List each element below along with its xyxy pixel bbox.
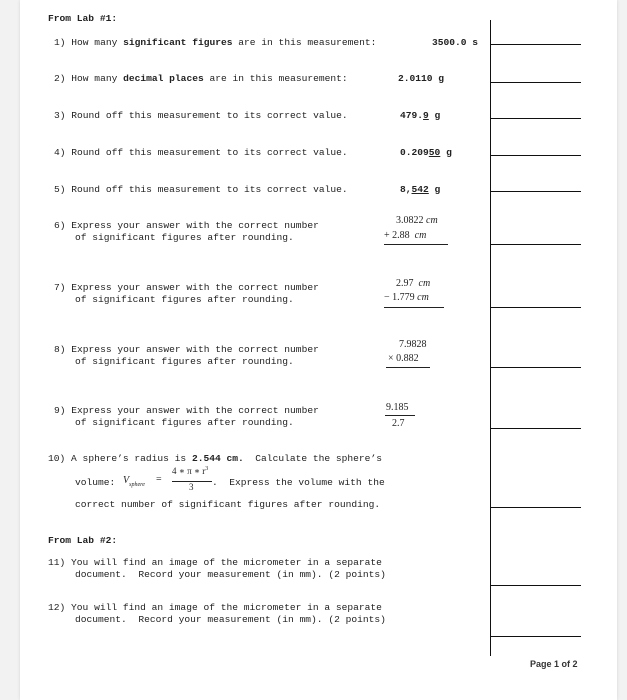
q9-denominator: 2.7 — [392, 418, 405, 429]
q10-v: V — [123, 475, 130, 486]
q8-text-line2: of significant figures after rounding. — [75, 356, 294, 367]
q3-text: Round off this measurement to its correct value. — [71, 110, 348, 121]
answer-line-7[interactable] — [490, 307, 581, 308]
answer-line-3[interactable] — [490, 118, 581, 119]
answer-line-8[interactable] — [490, 367, 581, 368]
question-7 — [54, 282, 319, 294]
q6-text-line1: Express your answer with the correct number — [71, 220, 319, 231]
q7-top-unit: cm — [418, 278, 431, 289]
answer-line-6[interactable] — [490, 244, 581, 245]
q7-top-value: 2.97 — [396, 278, 414, 289]
q10-line3: correct number of significant figures after rounding. — [75, 499, 381, 510]
q3-value-underlined: 9 — [423, 110, 429, 121]
q8-number: 8) — [54, 344, 66, 355]
q7-top-operand — [396, 278, 430, 289]
q5-text: Round off this measurement to its correct value. — [71, 184, 348, 195]
q6-top-unit: cm — [426, 215, 438, 226]
question-1 — [54, 37, 376, 49]
q1-text-post: are in this measurement: — [232, 37, 377, 48]
question-4 — [54, 147, 348, 159]
q1-number: 1) — [54, 37, 66, 48]
q9-text-line2: of significant figures after rounding. — [75, 417, 294, 428]
q1-text-pre: How many — [71, 37, 124, 48]
q6-top-operand — [396, 215, 438, 226]
q3-value — [400, 110, 440, 122]
q11-line1: You will find an image of the micrometer in a separate — [71, 557, 382, 568]
page-number: Page 1 of 2 — [530, 659, 578, 669]
q9-number: 9) — [54, 405, 66, 416]
answer-line-9[interactable] — [490, 428, 581, 429]
answer-line-1[interactable] — [490, 44, 581, 45]
answer-line-4[interactable] — [490, 155, 581, 156]
q4-value-pre: 0.209 — [400, 147, 429, 158]
q6-text-line2: of significant figures after rounding. — [75, 232, 294, 243]
q8-bottom-value: 0.882 — [396, 353, 419, 364]
q6-bottom-unit: cm — [414, 230, 427, 241]
q10-formula-exponent: 3 — [205, 466, 209, 472]
q7-bottom-unit: cm — [417, 292, 429, 303]
q9-text-line1: Express your answer with the correct number — [71, 405, 319, 416]
q10-line1-pre: A sphere’s radius is — [71, 453, 192, 464]
answer-line-11[interactable] — [490, 585, 581, 586]
answer-line-10[interactable] — [490, 507, 581, 508]
q7-difference-rule — [384, 307, 444, 308]
question-5 — [54, 184, 348, 196]
q10-formula-num-text: 4 ∗ π ∗ r — [172, 466, 206, 476]
q10-formula-numerator — [172, 466, 208, 477]
answer-line-5[interactable] — [490, 191, 581, 192]
q6-operator: + — [384, 230, 390, 241]
q7-bottom-value: 1.779 — [392, 292, 415, 303]
q1-text-bold: significant figures — [123, 37, 233, 48]
q4-value-unit: g — [440, 147, 452, 158]
q10-v-subscript: sphere — [129, 482, 145, 488]
q5-number: 5) — [54, 184, 66, 195]
q8-bottom-operand — [388, 353, 419, 364]
q4-value-underlined: 50 — [428, 147, 441, 158]
q5-value-pre: 8, — [400, 184, 412, 195]
q7-operator: − — [384, 292, 390, 303]
q10-number: 10) — [48, 453, 66, 464]
q2-value: 2.0110 g — [398, 73, 445, 84]
q9-numerator: 9.185 — [386, 402, 409, 413]
q8-text-line1: Express your answer with the correct number — [71, 344, 319, 355]
q8-product-rule — [386, 367, 430, 368]
q5-value — [400, 184, 440, 196]
q2-text-bold: decimal places — [123, 73, 204, 84]
question-10 — [48, 453, 382, 465]
q5-value-unit: g — [428, 184, 441, 195]
q12-number: 12) — [48, 602, 66, 613]
q4-value — [400, 147, 452, 159]
worksheet-page — [20, 0, 617, 700]
q11-number: 11) — [48, 557, 66, 568]
q7-text-line1: Express your answer with the correct number — [71, 282, 319, 293]
q12-line2: document. Record your measurement (in mm). (2 points) — [75, 614, 386, 625]
q2-text-post: are in this measurement: — [203, 73, 348, 84]
q7-number: 7) — [54, 282, 66, 293]
answer-line-2[interactable] — [490, 82, 581, 83]
q2-text-pre: How many — [71, 73, 124, 84]
question-6 — [54, 220, 319, 232]
answer-line-12[interactable] — [490, 636, 581, 637]
q8-operator: × — [388, 353, 394, 364]
q11-line2: document. Record your measurement (in mm). (2 points) — [75, 569, 386, 580]
question-12 — [48, 602, 382, 614]
q3-number: 3) — [54, 110, 66, 121]
question-2 — [54, 73, 348, 85]
q5-value-underlined: 542 — [411, 184, 429, 195]
question-11 — [48, 557, 382, 569]
q10-formula-denominator: 3 — [189, 482, 194, 492]
q10-line1-post: Calculate the sphere’s — [243, 453, 382, 464]
q6-number: 6) — [54, 220, 66, 231]
q4-text: Round off this measurement to its correct value. — [71, 147, 348, 158]
q2-number: 2) — [54, 73, 66, 84]
q10-radius: 2.544 cm. — [191, 453, 244, 464]
q10-line2-post: . Express the volume with the — [212, 477, 385, 488]
q3-value-unit: g — [428, 110, 441, 121]
lab2-heading: From Lab #2: — [48, 535, 118, 546]
q6-sum-rule — [384, 244, 448, 245]
q10-volume-label: volume: — [75, 477, 116, 488]
q9-fraction-bar — [385, 415, 415, 416]
q10-equals: = — [156, 474, 162, 485]
question-3 — [54, 110, 348, 122]
q7-text-line2: of significant figures after rounding. — [75, 294, 294, 305]
q6-top-value: 3.0822 — [396, 215, 424, 226]
q10-volume-symbol — [123, 475, 145, 488]
q1-value: 3500.0 s — [432, 37, 479, 48]
lab1-heading: From Lab #1: — [48, 13, 118, 24]
q3-value-pre: 479. — [400, 110, 424, 121]
q7-bottom-operand — [384, 292, 429, 303]
q6-bottom-operand — [384, 230, 426, 241]
q8-top-operand: 7.9828 — [399, 339, 427, 350]
q6-bottom-value: 2.88 — [392, 230, 410, 241]
answer-column-divider — [490, 20, 491, 656]
question-8 — [54, 344, 319, 356]
q4-number: 4) — [54, 147, 66, 158]
q12-line1: You will find an image of the micrometer in a separate — [71, 602, 382, 613]
question-9 — [54, 405, 319, 417]
